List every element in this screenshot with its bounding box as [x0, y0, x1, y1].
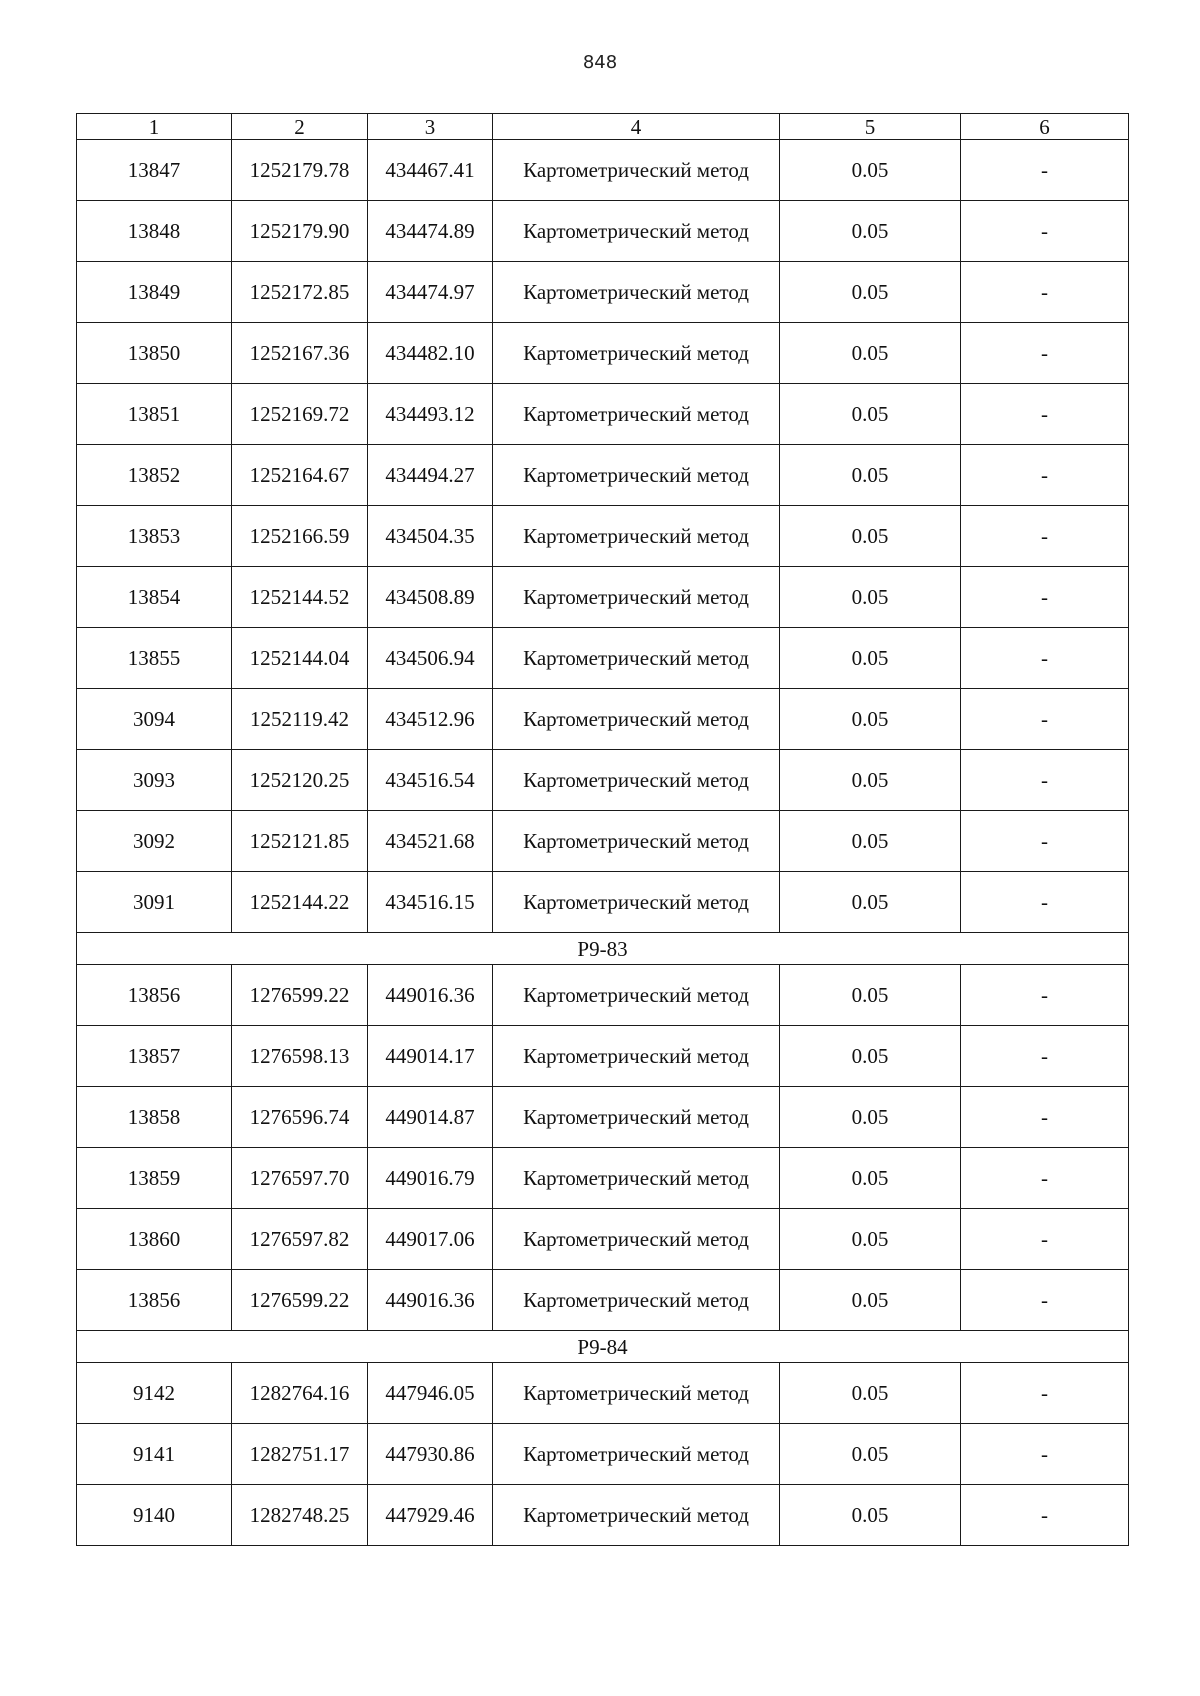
- y-coordinate-cell: 447929.46: [368, 1485, 493, 1546]
- method-cell: Картометрический метод: [493, 1363, 780, 1424]
- accuracy-cell: 0.05: [780, 1363, 961, 1424]
- x-coordinate-cell: 1252172.85: [232, 262, 368, 323]
- accuracy-cell: 0.05: [780, 750, 961, 811]
- note-cell: -: [961, 628, 1129, 689]
- table-row: [77, 201, 1129, 262]
- method-cell: Картометрический метод: [493, 1087, 780, 1148]
- accuracy-cell: 0.05: [780, 1209, 961, 1270]
- point-number-cell: 13849: [77, 262, 232, 323]
- note-cell: -: [961, 1209, 1129, 1270]
- note-cell: -: [961, 811, 1129, 872]
- note-cell: -: [961, 1026, 1129, 1087]
- note-cell: -: [961, 201, 1129, 262]
- point-number-cell: 3094: [77, 689, 232, 750]
- table-row: [77, 1363, 1129, 1424]
- x-coordinate-cell: 1276597.82: [232, 1209, 368, 1270]
- y-coordinate-cell: 449014.17: [368, 1026, 493, 1087]
- x-coordinate-cell: 1276598.13: [232, 1026, 368, 1087]
- note-cell: -: [961, 445, 1129, 506]
- method-cell: Картометрический метод: [493, 445, 780, 506]
- column-header: 1: [77, 114, 232, 140]
- y-coordinate-cell: 449016.36: [368, 965, 493, 1026]
- section-title: Р9-84: [77, 1331, 1129, 1363]
- method-cell: Картометрический метод: [493, 1209, 780, 1270]
- point-number-cell: 13855: [77, 628, 232, 689]
- column-header: 5: [780, 114, 961, 140]
- point-number-cell: 3091: [77, 872, 232, 933]
- method-cell: Картометрический метод: [493, 1485, 780, 1546]
- x-coordinate-cell: 1276597.70: [232, 1148, 368, 1209]
- accuracy-cell: 0.05: [780, 201, 961, 262]
- accuracy-cell: 0.05: [780, 506, 961, 567]
- table-row: [77, 262, 1129, 323]
- point-number-cell: 3092: [77, 811, 232, 872]
- y-coordinate-cell: 447930.86: [368, 1424, 493, 1485]
- y-coordinate-cell: 434493.12: [368, 384, 493, 445]
- method-cell: Картометрический метод: [493, 628, 780, 689]
- point-number-cell: 13854: [77, 567, 232, 628]
- accuracy-cell: 0.05: [780, 445, 961, 506]
- method-cell: Картометрический метод: [493, 140, 780, 201]
- y-coordinate-cell: 434504.35: [368, 506, 493, 567]
- section-title: Р9-83: [77, 933, 1129, 965]
- note-cell: -: [961, 872, 1129, 933]
- method-cell: Картометрический метод: [493, 262, 780, 323]
- y-coordinate-cell: 434516.54: [368, 750, 493, 811]
- table-row: [77, 872, 1129, 933]
- y-coordinate-cell: 449014.87: [368, 1087, 493, 1148]
- y-coordinate-cell: 449016.79: [368, 1148, 493, 1209]
- table-row: [77, 1424, 1129, 1485]
- method-cell: Картометрический метод: [493, 872, 780, 933]
- x-coordinate-cell: 1282748.25: [232, 1485, 368, 1546]
- point-number-cell: 13850: [77, 323, 232, 384]
- table-row: [77, 750, 1129, 811]
- x-coordinate-cell: 1252179.90: [232, 201, 368, 262]
- y-coordinate-cell: 434474.97: [368, 262, 493, 323]
- note-cell: -: [961, 1485, 1129, 1546]
- y-coordinate-cell: 434521.68: [368, 811, 493, 872]
- accuracy-cell: 0.05: [780, 811, 961, 872]
- table-row: [77, 1148, 1129, 1209]
- table-row: [77, 1087, 1129, 1148]
- note-cell: -: [961, 323, 1129, 384]
- x-coordinate-cell: 1252167.36: [232, 323, 368, 384]
- table-row: [77, 965, 1129, 1026]
- y-coordinate-cell: 434494.27: [368, 445, 493, 506]
- table-row: [77, 628, 1129, 689]
- point-number-cell: 13860: [77, 1209, 232, 1270]
- column-header: 3: [368, 114, 493, 140]
- point-number-cell: 9140: [77, 1485, 232, 1546]
- y-coordinate-cell: 449017.06: [368, 1209, 493, 1270]
- method-cell: Картометрический метод: [493, 1270, 780, 1331]
- x-coordinate-cell: 1252119.42: [232, 689, 368, 750]
- coordinates-table-body: [77, 114, 1129, 1546]
- section-header-row: [77, 1331, 1129, 1363]
- method-cell: Картометрический метод: [493, 567, 780, 628]
- accuracy-cell: 0.05: [780, 872, 961, 933]
- point-number-cell: 13856: [77, 1270, 232, 1331]
- note-cell: -: [961, 262, 1129, 323]
- table-row: [77, 811, 1129, 872]
- note-cell: -: [961, 1424, 1129, 1485]
- table-row: [77, 567, 1129, 628]
- note-cell: -: [961, 750, 1129, 811]
- x-coordinate-cell: 1252121.85: [232, 811, 368, 872]
- coordinates-table: [76, 113, 1129, 1546]
- y-coordinate-cell: 434508.89: [368, 567, 493, 628]
- column-number-row: [77, 114, 1129, 140]
- x-coordinate-cell: 1252144.52: [232, 567, 368, 628]
- section-header-row: [77, 933, 1129, 965]
- accuracy-cell: 0.05: [780, 628, 961, 689]
- point-number-cell: 13851: [77, 384, 232, 445]
- table-row: [77, 323, 1129, 384]
- x-coordinate-cell: 1252144.22: [232, 872, 368, 933]
- y-coordinate-cell: 434516.15: [368, 872, 493, 933]
- note-cell: -: [961, 965, 1129, 1026]
- accuracy-cell: 0.05: [780, 1026, 961, 1087]
- accuracy-cell: 0.05: [780, 689, 961, 750]
- accuracy-cell: 0.05: [780, 262, 961, 323]
- table-row: [77, 1026, 1129, 1087]
- point-number-cell: 13856: [77, 965, 232, 1026]
- note-cell: -: [961, 1363, 1129, 1424]
- x-coordinate-cell: 1252166.59: [232, 506, 368, 567]
- x-coordinate-cell: 1282764.16: [232, 1363, 368, 1424]
- point-number-cell: 9142: [77, 1363, 232, 1424]
- point-number-cell: 13859: [77, 1148, 232, 1209]
- accuracy-cell: 0.05: [780, 1270, 961, 1331]
- y-coordinate-cell: 434467.41: [368, 140, 493, 201]
- point-number-cell: 13853: [77, 506, 232, 567]
- method-cell: Картометрический метод: [493, 965, 780, 1026]
- y-coordinate-cell: 434482.10: [368, 323, 493, 384]
- x-coordinate-cell: 1252179.78: [232, 140, 368, 201]
- method-cell: Картометрический метод: [493, 506, 780, 567]
- point-number-cell: 13847: [77, 140, 232, 201]
- method-cell: Картометрический метод: [493, 1424, 780, 1485]
- accuracy-cell: 0.05: [780, 1485, 961, 1546]
- point-number-cell: 3093: [77, 750, 232, 811]
- table-row: [77, 140, 1129, 201]
- x-coordinate-cell: 1252164.67: [232, 445, 368, 506]
- note-cell: -: [961, 1270, 1129, 1331]
- table-row: [77, 506, 1129, 567]
- note-cell: -: [961, 1087, 1129, 1148]
- x-coordinate-cell: 1252169.72: [232, 384, 368, 445]
- accuracy-cell: 0.05: [780, 1087, 961, 1148]
- method-cell: Картометрический метод: [493, 1148, 780, 1209]
- column-header: 6: [961, 114, 1129, 140]
- x-coordinate-cell: 1276599.22: [232, 965, 368, 1026]
- method-cell: Картометрический метод: [493, 1026, 780, 1087]
- point-number-cell: 13858: [77, 1087, 232, 1148]
- method-cell: Картометрический метод: [493, 201, 780, 262]
- column-header: 4: [493, 114, 780, 140]
- method-cell: Картометрический метод: [493, 811, 780, 872]
- table-row: [77, 1209, 1129, 1270]
- x-coordinate-cell: 1276596.74: [232, 1087, 368, 1148]
- point-number-cell: 13848: [77, 201, 232, 262]
- accuracy-cell: 0.05: [780, 965, 961, 1026]
- accuracy-cell: 0.05: [780, 567, 961, 628]
- note-cell: -: [961, 689, 1129, 750]
- y-coordinate-cell: 449016.36: [368, 1270, 493, 1331]
- y-coordinate-cell: 434506.94: [368, 628, 493, 689]
- method-cell: Картометрический метод: [493, 323, 780, 384]
- accuracy-cell: 0.05: [780, 140, 961, 201]
- accuracy-cell: 0.05: [780, 384, 961, 445]
- x-coordinate-cell: 1252120.25: [232, 750, 368, 811]
- x-coordinate-cell: 1276599.22: [232, 1270, 368, 1331]
- method-cell: Картометрический метод: [493, 689, 780, 750]
- table-row: [77, 1270, 1129, 1331]
- table-row: [77, 384, 1129, 445]
- note-cell: -: [961, 1148, 1129, 1209]
- note-cell: -: [961, 384, 1129, 445]
- note-cell: -: [961, 567, 1129, 628]
- y-coordinate-cell: 434474.89: [368, 201, 493, 262]
- x-coordinate-cell: 1252144.04: [232, 628, 368, 689]
- table-row: [77, 689, 1129, 750]
- method-cell: Картометрический метод: [493, 750, 780, 811]
- method-cell: Картометрический метод: [493, 384, 780, 445]
- point-number-cell: 9141: [77, 1424, 232, 1485]
- note-cell: -: [961, 140, 1129, 201]
- accuracy-cell: 0.05: [780, 323, 961, 384]
- x-coordinate-cell: 1282751.17: [232, 1424, 368, 1485]
- y-coordinate-cell: 434512.96: [368, 689, 493, 750]
- page-number: 848: [582, 52, 618, 73]
- note-cell: -: [961, 506, 1129, 567]
- table-row: [77, 1485, 1129, 1546]
- table-row: [77, 445, 1129, 506]
- y-coordinate-cell: 447946.05: [368, 1363, 493, 1424]
- accuracy-cell: 0.05: [780, 1148, 961, 1209]
- point-number-cell: 13852: [77, 445, 232, 506]
- point-number-cell: 13857: [77, 1026, 232, 1087]
- accuracy-cell: 0.05: [780, 1424, 961, 1485]
- column-header: 2: [232, 114, 368, 140]
